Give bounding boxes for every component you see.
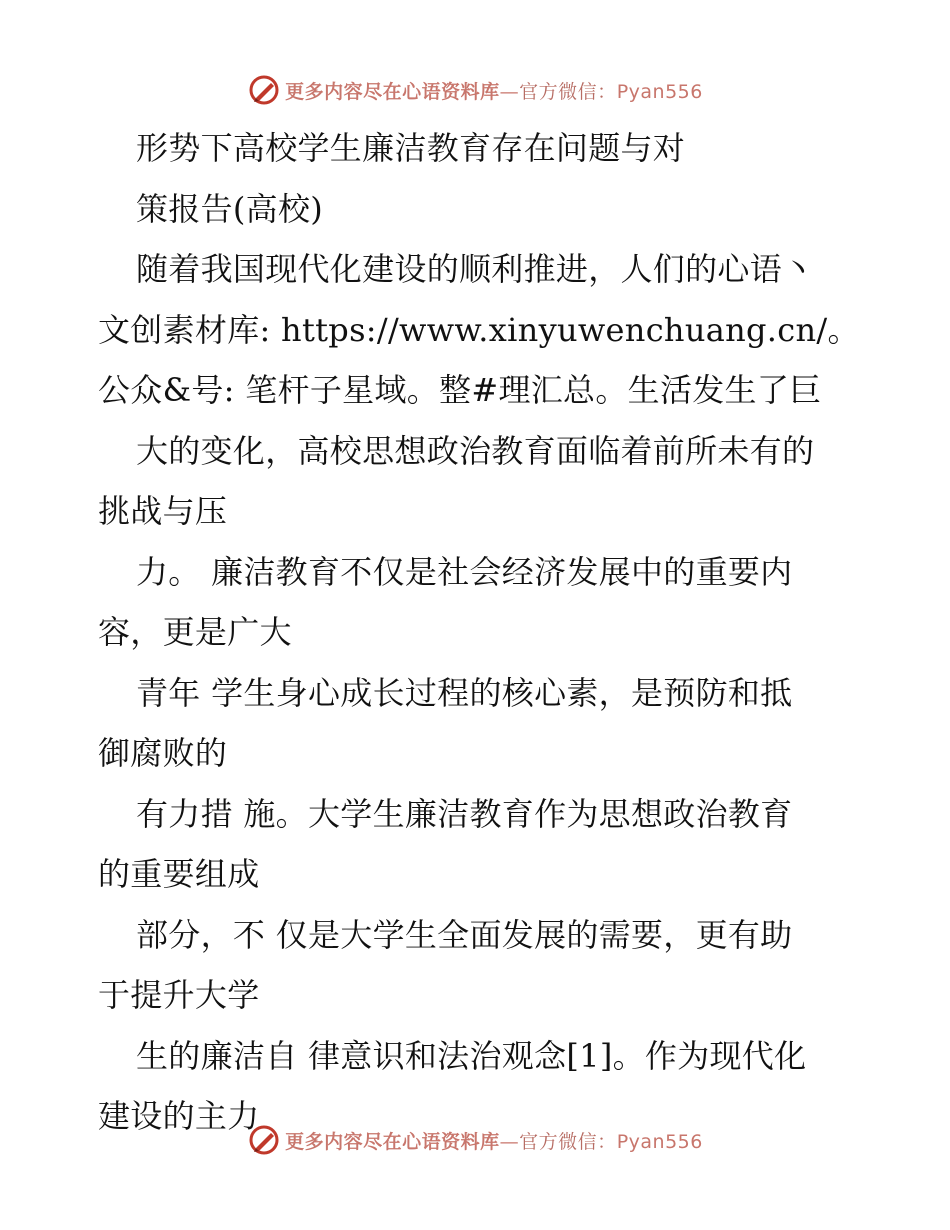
text-line: 的重要组成 <box>98 855 260 893</box>
text-line: 策报告(高校) <box>136 189 324 228</box>
banner-title: 更多内容尽在心语资料库 <box>285 1130 500 1153</box>
header-banner <box>0 70 950 110</box>
text-line: 容，更是广大 <box>98 613 292 651</box>
text-line: 力。 廉洁教育不仅是社会经济发展中的重要内 <box>136 552 793 591</box>
pen-circle-logo-icon <box>247 73 281 107</box>
banner-dash: — <box>499 1130 520 1153</box>
text-line: 于提升大学 <box>98 976 260 1014</box>
text-line: 挑战与压 <box>98 492 228 530</box>
text-line: 有力措 施。大学生廉洁教育作为思想政治教育 <box>136 794 793 833</box>
banner-text <box>285 1127 703 1154</box>
banner-wechat-id: Pyan556 <box>616 80 703 103</box>
text-line: 公众&号: 笔杆子星域。整#理汇总。生活发生了巨 <box>98 371 822 409</box>
pen-circle-logo-icon <box>247 1123 281 1157</box>
banner-wechat-label: 官方微信： <box>519 80 617 103</box>
text-line: 青年 学生身心成长过程的核心素，是预防和抵 <box>136 673 793 712</box>
footer-banner <box>0 1120 950 1160</box>
banner-dash: — <box>499 80 520 103</box>
banner-text <box>285 77 703 104</box>
document-body <box>98 118 898 1147</box>
text-line: 文创素材库: https://www.xinyuwenchuang.cn/。 <box>98 310 860 349</box>
text-line: 建设的主力 <box>98 1097 260 1135</box>
text-line: 形势下高校学生廉洁教育存在问题与对 <box>136 129 686 167</box>
text-line: 御腐败的 <box>98 734 228 772</box>
text-line: 部分，不 仅是大学生全面发展的需要，更有助 <box>136 915 793 954</box>
text-line: 随着我国现代化建设的顺利推进，人们的心语丶 <box>136 250 815 288</box>
banner-wechat-label: 官方微信： <box>519 1130 617 1153</box>
text-line: 大的变化，高校思想政治教育面临着前所未有的 <box>136 431 815 470</box>
banner-title: 更多内容尽在心语资料库 <box>285 80 500 103</box>
banner-wechat-id: Pyan556 <box>616 1130 703 1153</box>
text-line: 生的廉洁自 律意识和法治观念[1]。作为现代化 <box>136 1036 807 1075</box>
